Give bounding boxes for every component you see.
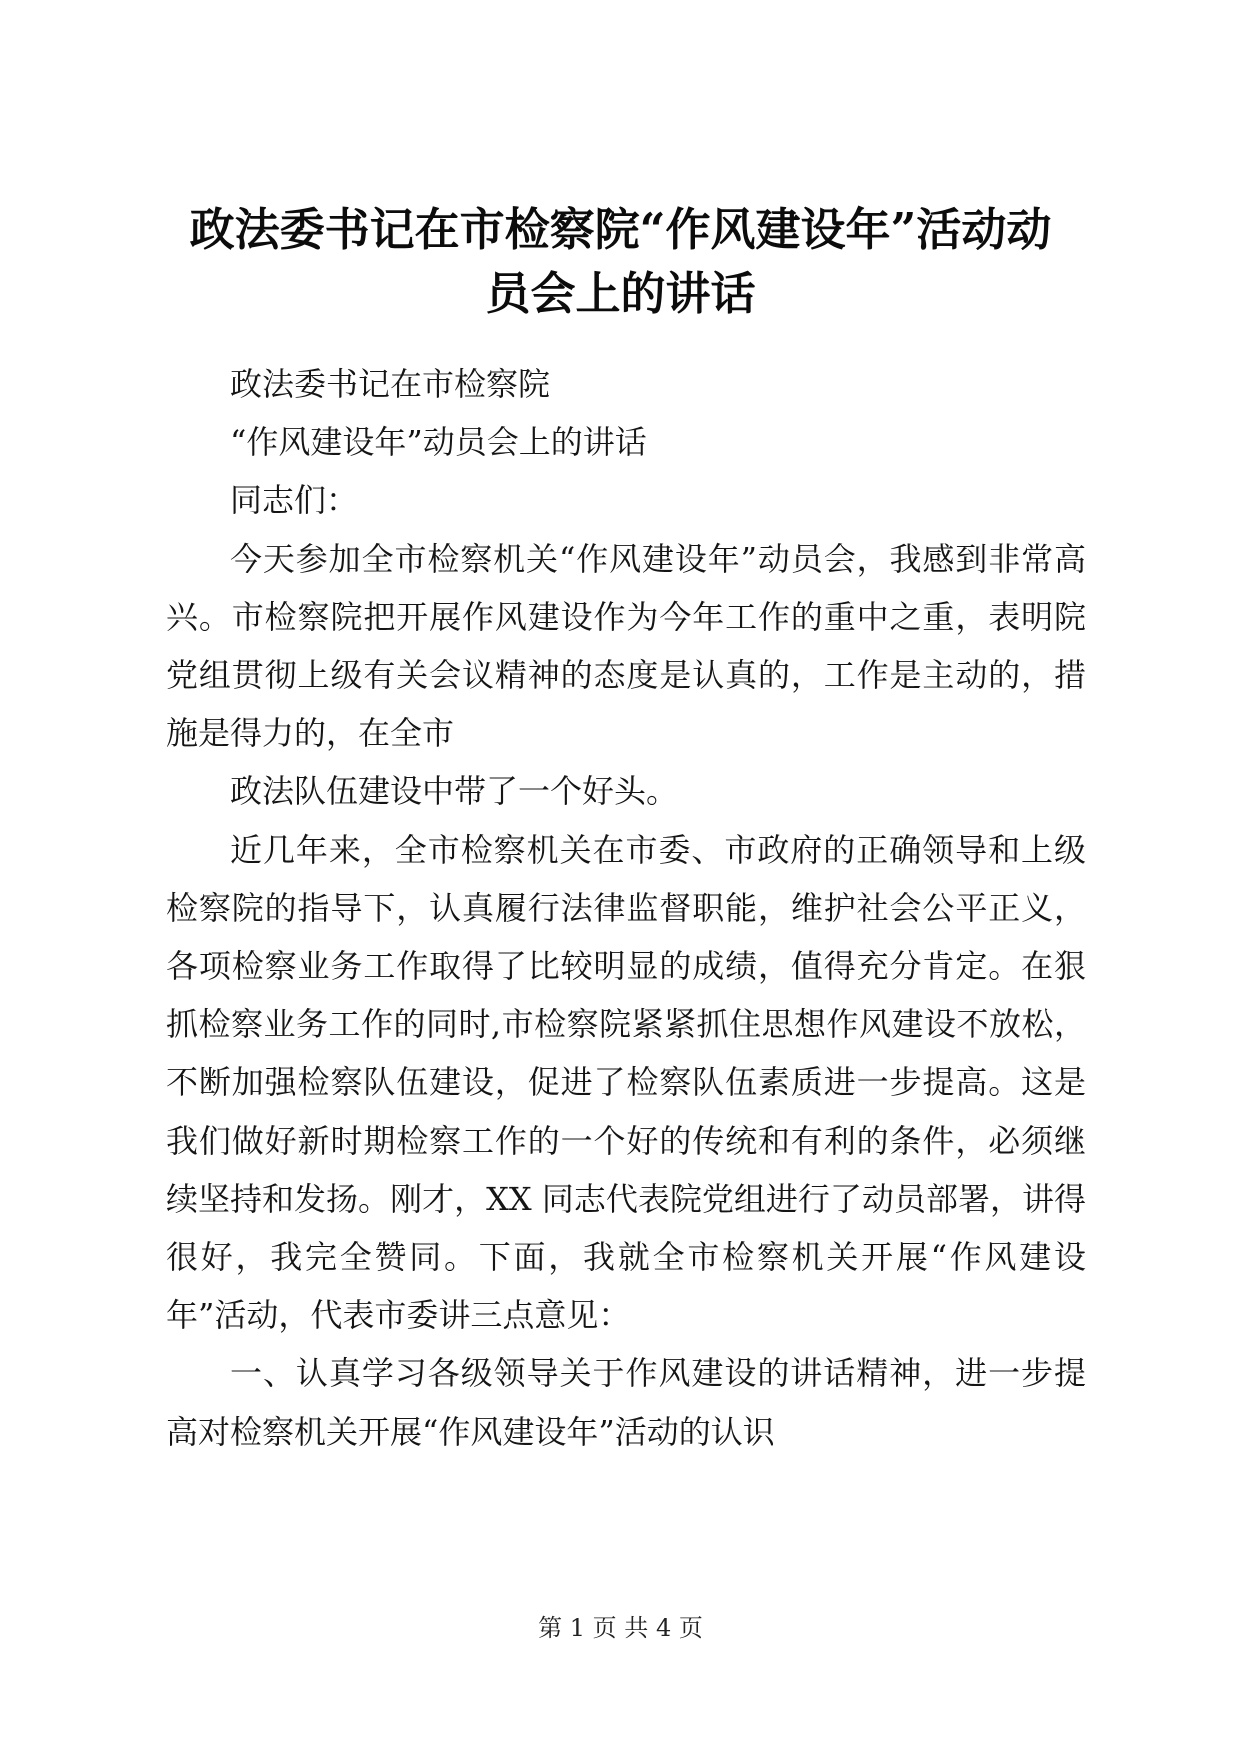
title-line-2: 员会上的讲话 <box>485 267 756 320</box>
paragraph: 政法队伍建设中带了一个好头。 <box>230 772 679 811</box>
section-heading: 一、认真学习各级领导关于作风建设的讲话精神，进一步提高对检察机关开展“作风建设年”活动的认识 <box>166 1354 1086 1451</box>
paragraph-salutation: 同志们： <box>230 481 359 520</box>
document-title <box>140 198 1101 326</box>
paragraph: 近几年来，全市检察机关在市委、市政府的正确领导和上级检察院的指导下，认真履行法律监督职能，维护社会公平正义，各项检察业务工作取得了比较明显的成绩，值得充分肯定。在狠抓检察业务工作的同时,市检察院紧紧抓住思想作风建设不放松，不断加强检察队伍建设，促进了检察队伍素质进一步提高。这是我们做好新时期检察工作的一个好的传统和有利的条件，必须继续坚持和发扬。刚才，XX 同志代表院党组进行了动员部署，讲得很好，我完全赞同。下面，我就全市检察机关开展“作风建设年”活动，代表市委讲三点意见： <box>166 830 1086 1335</box>
paragraph: 今天参加全市检察机关“作风建设年”动员会，我感到非常高兴。市检察院把开展作风建设作为今年工作的重中之重，表明院党组贯彻上级有关会议精神的态度是认真的，工作是主动的，措施是得力的，在全市 <box>166 539 1086 753</box>
paragraph-subtitle-1: 政法委书记在市检察院 <box>230 365 551 403</box>
page-number-footer: 第 1 页 共 4 页 <box>538 1614 703 1642</box>
title-line-1: 政法委书记在市检察院“作风建设年”活动动 <box>189 203 1052 256</box>
document-body <box>166 355 1086 1461</box>
paragraph-subtitle-2: “作风建设年”动员会上的讲话 <box>230 423 647 462</box>
